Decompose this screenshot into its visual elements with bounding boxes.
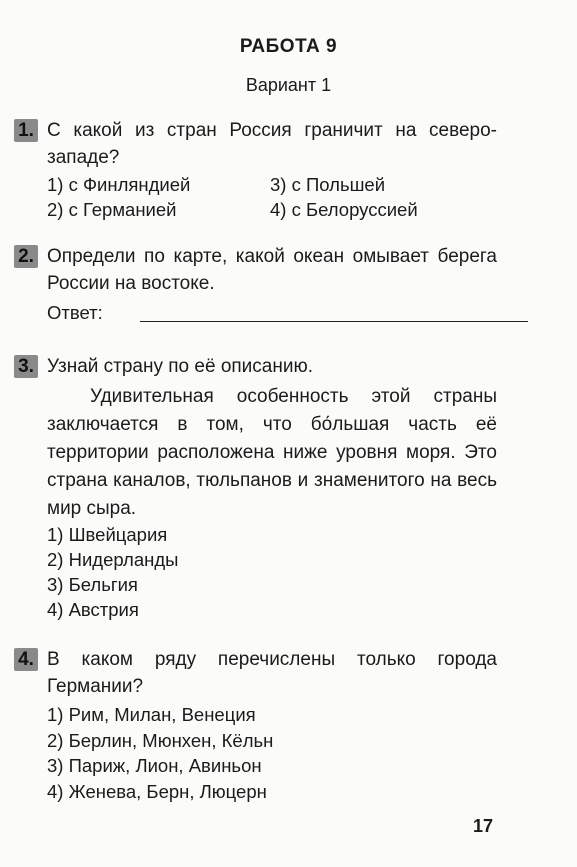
answer-row (47, 299, 507, 329)
option-1[interactable]: 1) Рим, Милан, Венеция (47, 704, 256, 725)
option-3[interactable]: 3) Париж, Лион, Авиньон (47, 755, 262, 776)
option-4[interactable]: 4) с Белоруссией (270, 199, 418, 220)
question-number-badge: 3. (14, 355, 38, 378)
question-1 (14, 117, 504, 227)
question-number-badge: 4. (14, 648, 38, 671)
question-3 (14, 353, 504, 633)
question-number-badge: 2. (14, 245, 38, 268)
page-title: РАБОТА 9 (239, 36, 338, 57)
option-3[interactable]: 3) с Польшей (270, 174, 386, 195)
option-4[interactable]: 4) Женева, Берн, Люцерн (47, 781, 267, 802)
answer-field[interactable] (140, 321, 528, 322)
question-text: В каком ряду перечислены только города Германии? (47, 649, 497, 697)
option-2[interactable]: 2) Берлин, Мюнхен, Кёльн (47, 730, 274, 751)
question-number-badge: 1. (14, 119, 38, 142)
option-2[interactable]: 2) Нидерланды (47, 549, 179, 570)
question-2 (14, 243, 504, 333)
option-4[interactable]: 4) Австрия (47, 599, 139, 620)
country-description: Удивительная особенность этой страны заключается в том, что бо́льшая часть её территории расположена ниже уровня моря. Это страна каналов, тюльпанов и знаменитого на весь мир сыра. (47, 386, 497, 519)
question-text: Узнай страну по её описанию. (47, 356, 313, 377)
option-3[interactable]: 3) Бельгия (47, 574, 138, 595)
answer-label: Ответ: (47, 302, 103, 323)
option-2[interactable]: 2) с Германией (47, 199, 177, 220)
option-1[interactable]: 1) Швейцария (47, 524, 168, 545)
page-number: 17 (472, 816, 493, 836)
question-text: Определи по карте, какой океан омывает берега России на востоке. (47, 246, 497, 294)
question-text: С какой из стран Россия граничит на северо-западе? (47, 120, 497, 168)
variant-label: Вариант 1 (245, 75, 332, 95)
question-4 (14, 646, 504, 806)
option-1[interactable]: 1) с Финляндией (47, 174, 191, 195)
